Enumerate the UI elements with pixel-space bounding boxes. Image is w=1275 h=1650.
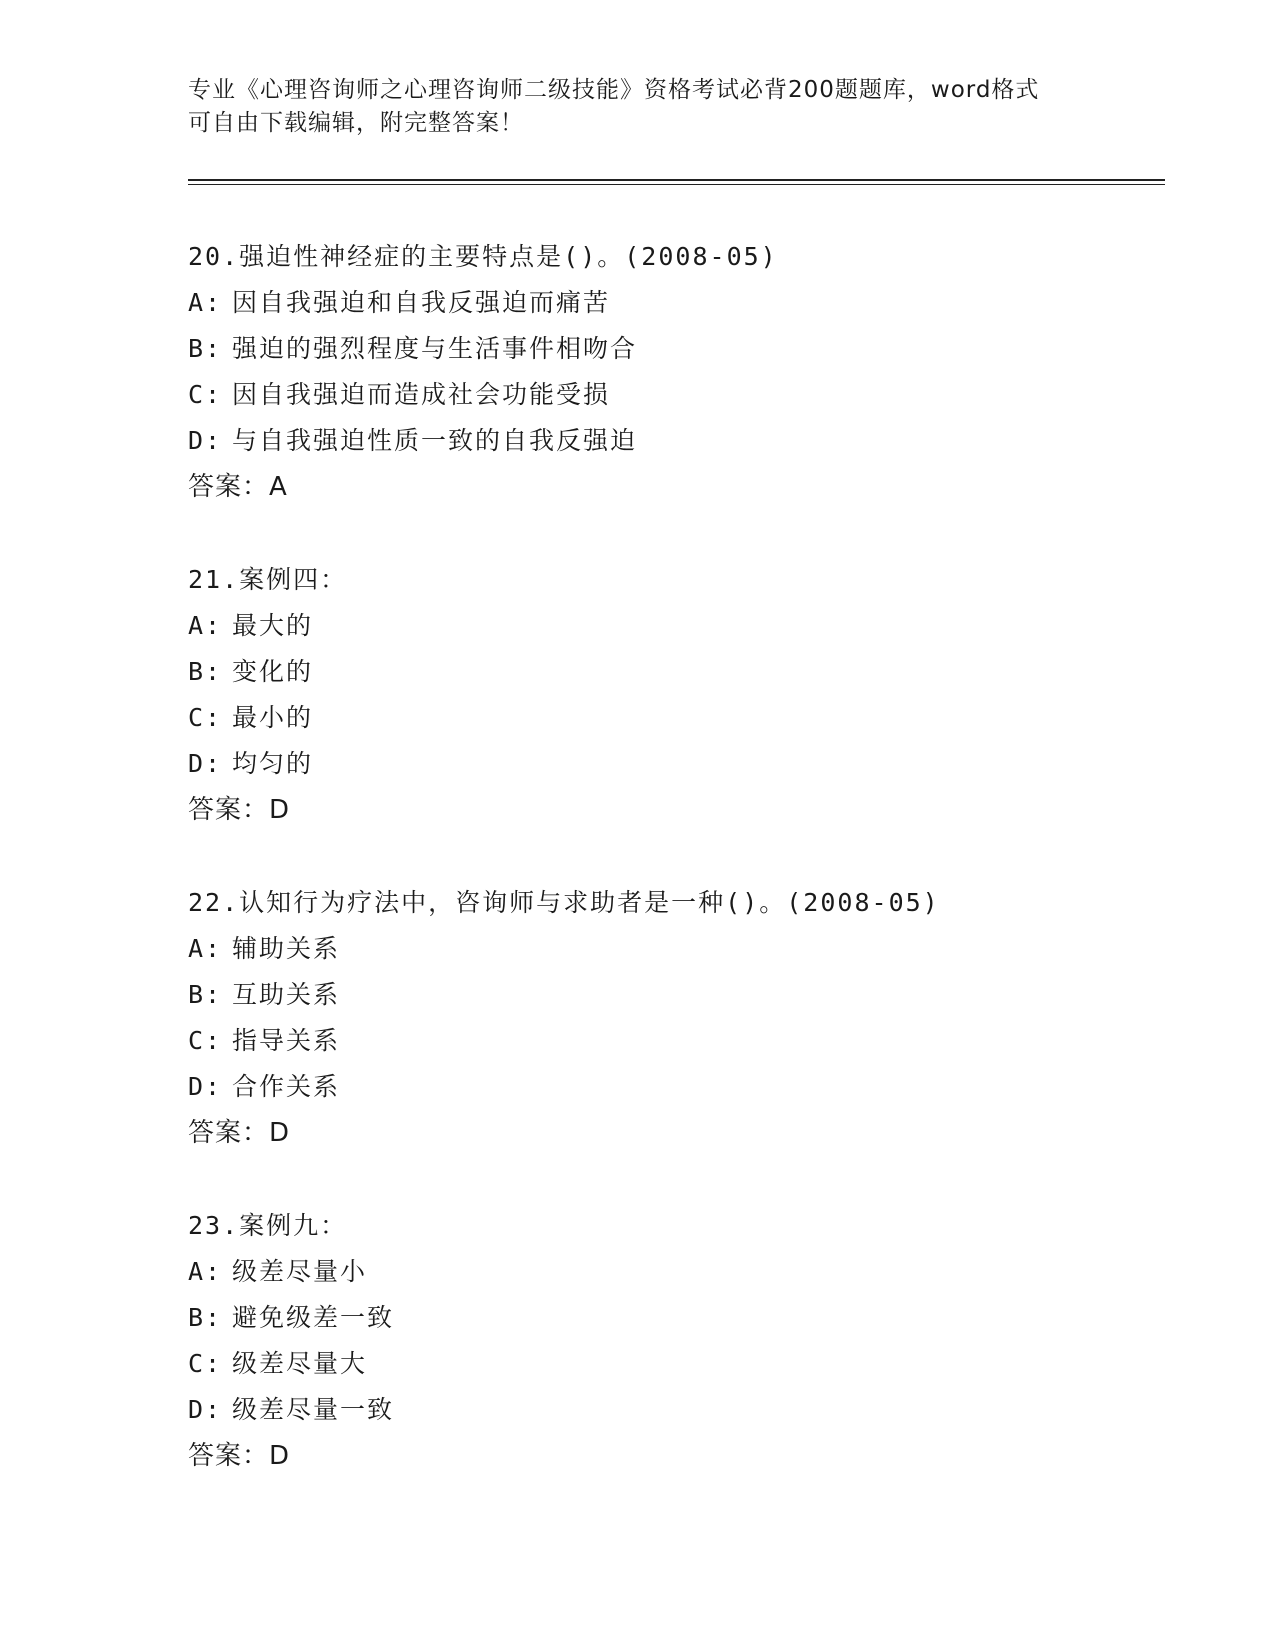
option-d <box>188 1064 1188 1110</box>
option-letter: C: <box>188 1026 223 1055</box>
option-letter: A: <box>188 1257 223 1286</box>
question-20 <box>188 234 1188 510</box>
question-stem: 21.案例四： <box>188 565 348 594</box>
option-c <box>188 372 1188 418</box>
question-22 <box>188 880 1188 1156</box>
option-text: 与自我强迫性质一致的自我反强迫 <box>232 426 638 455</box>
answer-line: 答案：D <box>188 1118 291 1148</box>
option-a <box>188 280 1188 326</box>
question-stem: 22.认知行为疗法中，咨询师与求助者是一种()。(2008-05) <box>188 888 940 917</box>
option-letter: D: <box>188 1072 223 1101</box>
question-21 <box>188 557 1188 833</box>
option-text: 最小的 <box>232 703 314 732</box>
option-d <box>188 741 1188 787</box>
option-b <box>188 972 1188 1018</box>
answer-line: 答案：A <box>188 472 288 502</box>
option-a <box>188 1249 1188 1295</box>
option-letter: D: <box>188 426 223 455</box>
option-text: 因自我强迫和自我反强迫而痛苦 <box>232 288 611 317</box>
document-header <box>188 74 1088 140</box>
option-text: 最大的 <box>232 611 314 640</box>
option-letter: A: <box>188 934 223 963</box>
question-stem: 20.强迫性神经症的主要特点是()。(2008-05) <box>188 242 778 271</box>
option-letter: C: <box>188 703 223 732</box>
answer-line: 答案：D <box>188 1441 291 1471</box>
option-c <box>188 1018 1188 1064</box>
option-d <box>188 418 1188 464</box>
option-text: 强迫的强烈程度与生活事件相吻合 <box>232 334 638 363</box>
option-text: 变化的 <box>232 657 314 686</box>
option-letter: B: <box>188 1303 223 1332</box>
option-a <box>188 926 1188 972</box>
option-text: 均匀的 <box>232 749 314 778</box>
option-b <box>188 649 1188 695</box>
option-text: 合作关系 <box>232 1072 341 1101</box>
question-stem: 23.案例九： <box>188 1211 348 1240</box>
option-text: 级差尽量一致 <box>232 1395 395 1424</box>
option-letter: B: <box>188 980 223 1009</box>
option-text: 因自我强迫而造成社会功能受损 <box>232 380 611 409</box>
option-text: 辅助关系 <box>232 934 341 963</box>
option-letter: B: <box>188 657 223 686</box>
option-letter: C: <box>188 380 223 409</box>
option-letter: D: <box>188 749 223 778</box>
header-divider <box>188 179 1165 185</box>
option-b <box>188 326 1188 372</box>
option-c <box>188 1341 1188 1387</box>
option-text: 级差尽量大 <box>232 1349 368 1378</box>
option-c <box>188 695 1188 741</box>
option-letter: B: <box>188 334 223 363</box>
question-list <box>188 234 1188 1526</box>
option-text: 避免级差一致 <box>232 1303 395 1332</box>
option-letter: C: <box>188 1349 223 1378</box>
option-d <box>188 1387 1188 1433</box>
option-text: 互助关系 <box>232 980 341 1009</box>
answer-line: 答案：D <box>188 795 291 825</box>
option-text: 指导关系 <box>232 1026 341 1055</box>
question-23 <box>188 1203 1188 1479</box>
option-letter: A: <box>188 288 223 317</box>
option-letter: D: <box>188 1395 223 1424</box>
option-a <box>188 603 1188 649</box>
option-text: 级差尽量小 <box>232 1257 368 1286</box>
header-line-1: 专业《心理咨询师之心理咨询师二级技能》资格考试必背200题题库，word格式 <box>188 77 1040 103</box>
header-line-2: 可自由下载编辑，附完整答案！ <box>188 110 524 136</box>
option-b <box>188 1295 1188 1341</box>
option-letter: A: <box>188 611 223 640</box>
